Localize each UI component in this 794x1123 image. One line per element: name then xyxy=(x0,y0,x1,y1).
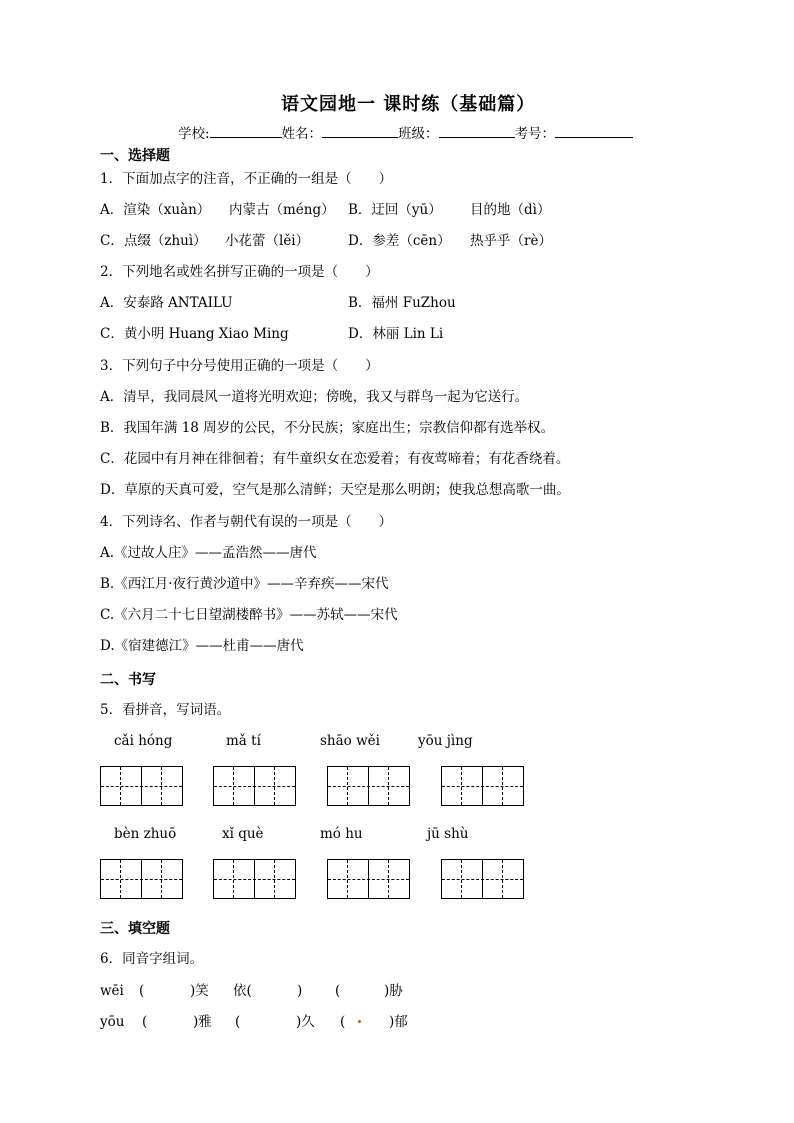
section-fill-heading: 三、填空题 xyxy=(100,921,170,937)
q6-paren-open: ( xyxy=(139,983,145,999)
q6-pinyin: yōu xyxy=(100,1014,125,1030)
school-blank[interactable] xyxy=(210,123,282,138)
q4-option-a[interactable]: A.《过故人庄》——孟浩然——唐代 xyxy=(100,545,317,561)
name-blank[interactable] xyxy=(322,123,398,138)
q6-suffix: )笑 xyxy=(190,983,209,999)
tianzige-box[interactable] xyxy=(441,766,524,806)
pinyin-label: mó hu xyxy=(320,826,363,842)
class-blank[interactable] xyxy=(439,123,515,138)
class-label: 班级： xyxy=(398,126,439,142)
q1-option-a2: 内蒙古（méng） xyxy=(229,202,335,218)
q2-option-d[interactable]: D．林丽 Lin Li xyxy=(348,326,444,342)
q6-suffix: )雅 xyxy=(193,1014,212,1030)
tianzige-box[interactable] xyxy=(441,859,524,899)
q6-answer-blank[interactable] xyxy=(255,982,297,1000)
q1-option-b1[interactable]: B．迂回（yū） xyxy=(348,202,442,218)
q1-option-d2: 热乎乎（rè） xyxy=(470,233,552,249)
section-writing-heading: 二、书写 xyxy=(100,672,156,688)
q1-option-c1[interactable]: C．点缀（zhuì） xyxy=(100,233,207,249)
q6-suffix: )胁 xyxy=(384,983,403,999)
school-label: 学校: xyxy=(178,126,210,142)
q2-option-b[interactable]: B．福州 FuZhou xyxy=(348,295,456,311)
tianzige-box[interactable] xyxy=(327,859,410,899)
q6-answer-blank[interactable] xyxy=(344,982,384,1000)
q1-option-c2: 小花蕾（lěi） xyxy=(225,233,310,249)
q1-stem: 1．下面加点字的注音，不正确的一组是（ ） xyxy=(100,171,393,187)
q5-stem: 5．看拼音，写词语。 xyxy=(100,702,231,718)
q4-option-c[interactable]: C.《六月二十七日望湖楼醉书》——苏轼——宋代 xyxy=(100,607,398,623)
q6-paren-open: ( xyxy=(142,1014,148,1030)
pinyin-label: cǎi hóng xyxy=(114,733,173,749)
pinyin-label: shāo wěi xyxy=(320,733,380,749)
tianzige-box[interactable] xyxy=(327,766,410,806)
q1-option-a1[interactable]: A．渲染（xuàn） xyxy=(100,202,211,218)
tianzige-box[interactable] xyxy=(213,766,296,806)
q4-stem: 4．下列诗名、作者与朝代有误的一项是（ ） xyxy=(100,514,393,530)
q3-option-b[interactable]: B．我国年满 18 周岁的公民，不分民族；家庭出生；宗教信仰都有选举权。 xyxy=(100,420,555,436)
q6-prefix: 依( xyxy=(233,983,252,999)
pinyin-label: bèn zhuō xyxy=(114,826,177,842)
section-choice-heading: 一、选择题 xyxy=(100,148,170,164)
q1-option-b2: 目的地（dì） xyxy=(470,202,551,218)
name-label: 姓名： xyxy=(281,126,323,142)
q6-paren-open: ( xyxy=(335,983,341,999)
exam-no-label: 考号： xyxy=(514,126,556,142)
pinyin-label: jū shù xyxy=(427,826,469,842)
q6-paren-close: ) xyxy=(297,983,303,999)
tianzige-box[interactable] xyxy=(100,766,183,806)
q6-paren-open: ( xyxy=(340,1014,346,1030)
q6-answer-blank[interactable] xyxy=(349,1013,389,1031)
q6-pinyin: wēi xyxy=(100,983,124,999)
q6-suffix: )郁 xyxy=(389,1014,408,1030)
q6-suffix: )久 xyxy=(296,1014,315,1030)
q2-option-a[interactable]: A．安泰路 ANTAILU xyxy=(100,295,233,311)
page-title: 语文园地一 课时练（基础篇） xyxy=(281,94,536,115)
q3-option-c[interactable]: C．花园中有月神在徘徊着；有牛童织女在恋爱着；有夜莺啼着；有花香绕着。 xyxy=(100,451,570,467)
exam-no-blank[interactable] xyxy=(555,123,633,138)
q6-stem: 6．同音字组词。 xyxy=(100,951,204,967)
q6-answer-blank[interactable] xyxy=(244,1013,296,1031)
q4-option-d[interactable]: D.《宿建德江》——杜甫——唐代 xyxy=(100,638,304,654)
q6-paren-open: ( xyxy=(235,1014,241,1030)
pinyin-label: yōu jìng xyxy=(418,733,473,749)
tianzige-box[interactable] xyxy=(100,859,183,899)
q1-option-d1[interactable]: D．参差（cēn） xyxy=(348,233,451,249)
q4-option-b[interactable]: B.《西江月·夜行黄沙道中》——辛弃疾——宋代 xyxy=(100,576,389,592)
q6-answer-blank[interactable] xyxy=(148,982,190,1000)
tianzige-box[interactable] xyxy=(213,859,296,899)
q2-option-c[interactable]: C．黄小明 Huang Xiao Ming xyxy=(100,326,289,342)
q3-stem: 3．下列句子中分号使用正确的一项是（ ） xyxy=(100,358,379,374)
q2-stem: 2．下列地名或姓名拼写正确的一项是（ ） xyxy=(100,264,379,280)
q6-answer-blank[interactable] xyxy=(151,1013,193,1031)
pinyin-label: mǎ tí xyxy=(226,733,261,749)
info-line xyxy=(178,123,633,143)
q3-option-d[interactable]: D．草原的天真可爱，空气是那么清鲜；天空是那么明朗；使我总想高歌一曲。 xyxy=(100,482,570,498)
pinyin-label: xǐ què xyxy=(222,826,264,842)
stray-mark xyxy=(358,1020,361,1023)
q3-option-a[interactable]: A．清早，我同晨风一道将光明欢迎；傍晚，我又与群鸟一起为它送行。 xyxy=(100,389,529,405)
